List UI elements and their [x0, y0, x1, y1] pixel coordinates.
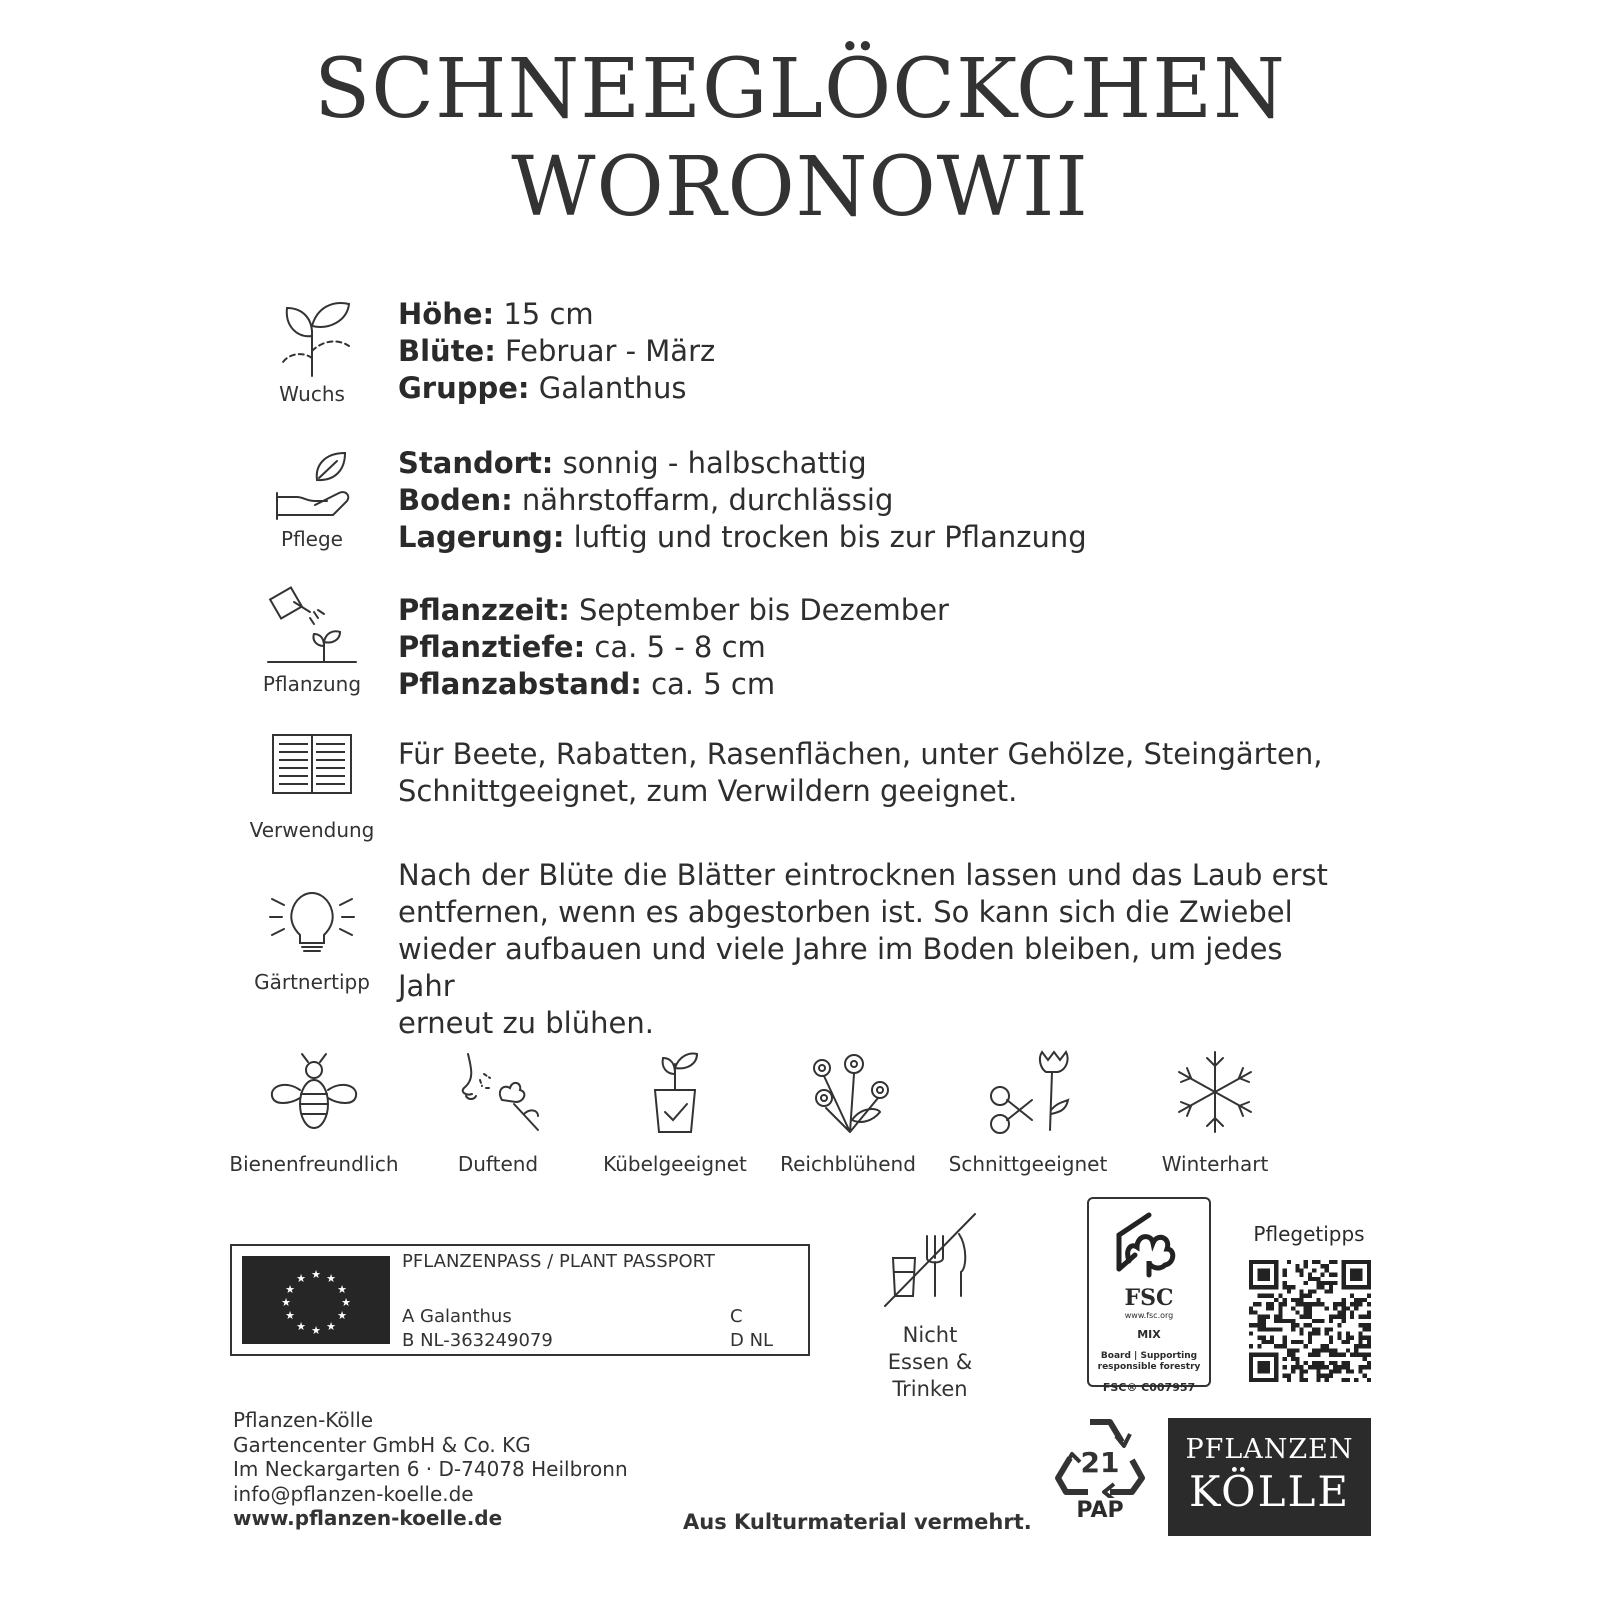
property-bienenfreundlich: [224, 1050, 404, 1176]
label-duftend: Duftend: [457, 1152, 539, 1176]
label-schnittgeeignet: Schnittgeeignet: [948, 1152, 1108, 1176]
watering-can-icon: [252, 584, 372, 679]
address-email[interactable]: info@pflanzen-koelle.de: [233, 1481, 474, 1506]
text-pflege: Standort: sonnig - halbschattig Boden: nährstoffarm, durchlässig Lagerung: luftig und trocken bis zur Pflanzung: [398, 446, 1087, 554]
caption-pflege: Pflege: [281, 527, 343, 551]
hand-leaf-icon: [252, 445, 372, 540]
svg-text:★: ★: [285, 1283, 295, 1296]
label-kuebelgeeignet: Kübelgeeignet: [603, 1152, 747, 1176]
passport-b: B NL-363249079: [402, 1330, 553, 1351]
fsc-board-2: responsible forestry: [1097, 1362, 1201, 1372]
warning-line-2: Essen & Trinken: [887, 1350, 973, 1401]
snowflake-icon: [1167, 1050, 1263, 1134]
text-verwendung: Für Beete, Rabatten, Rasenflächen, unter Gehölze, Steingärten, Schnittgeeignet, zum Verwildern geeignet.: [398, 737, 1323, 808]
passport-header: PFLANZENPASS / PLANT PASSPORT: [402, 1251, 715, 1272]
title-line-2: WORONOWII: [511, 140, 1089, 235]
eu-flag-icon: [242, 1256, 390, 1344]
potted-plant-icon: [627, 1050, 723, 1134]
title-line-1: SCHNEEGLÖCKCHEN: [314, 42, 1286, 137]
caption-wuchs: Wuchs: [279, 382, 345, 406]
passport-d: D NL: [730, 1330, 774, 1351]
svg-text:★: ★: [337, 1283, 347, 1296]
text-wuchs: Höhe: 15 cm Blüte: Februar - März Gruppe: Galanthus: [398, 297, 716, 405]
nose-flower-icon: [450, 1050, 546, 1134]
lightbulb-icon: [252, 887, 372, 982]
kultur-note: Aus Kulturmaterial vermehrt.: [683, 1510, 1032, 1534]
no-eating-icon: [875, 1210, 985, 1310]
svg-text:★: ★: [326, 1272, 336, 1285]
recycling-code: PAP: [1076, 1498, 1124, 1523]
svg-text:★: ★: [337, 1309, 347, 1322]
property-winterhart: [1125, 1050, 1305, 1176]
caption-gaertnertipp: Gärtnertipp: [254, 970, 370, 994]
caption-verwendung: Verwendung: [249, 818, 375, 842]
address-line-1: Pflanzen-Kölle: [233, 1408, 374, 1432]
svg-text:★: ★: [326, 1320, 336, 1333]
property-kuebelgeeignet: [585, 1050, 765, 1176]
warning-line-1: Nicht: [902, 1323, 958, 1347]
address-block: [233, 1408, 628, 1531]
caption-pflanzung: Pflanzung: [262, 672, 362, 696]
fsc-board-1: Board | Supporting: [1100, 1351, 1198, 1361]
recycling-mark: [1045, 1412, 1155, 1523]
address-line-2: Gartencenter GmbH & Co. KG: [233, 1432, 531, 1457]
svg-text:★: ★: [311, 1268, 321, 1281]
warning-not-edible: [855, 1210, 1005, 1403]
recycling-number: 21: [1080, 1446, 1120, 1479]
svg-text:★: ★: [311, 1324, 321, 1337]
recycling-triangle-icon: [1050, 1412, 1150, 1498]
section-pflege: [230, 445, 1380, 575]
property-schnittgeeignet: [938, 1050, 1118, 1176]
book-icon: [252, 732, 372, 827]
svg-text:★: ★: [341, 1296, 351, 1309]
fsc-badge: [1087, 1197, 1211, 1394]
address-website[interactable]: www.pflanzen-koelle.de: [233, 1506, 503, 1530]
fsc-url: www.fsc.org: [1124, 1311, 1174, 1320]
flowers-icon: [800, 1050, 896, 1134]
fsc-tree-icon: [1109, 1209, 1189, 1279]
fsc-mix: MIX: [1137, 1328, 1161, 1341]
qr-code-icon[interactable]: [1249, 1260, 1371, 1386]
logo-line-2: KÖLLE: [1188, 1467, 1351, 1516]
section-pflanzung: [230, 592, 1380, 722]
property-reichbluehend: [758, 1050, 938, 1176]
logo-line-1: PFLANZEN: [1185, 1434, 1354, 1465]
sprout-icon: [252, 296, 372, 391]
svg-text:★: ★: [296, 1320, 306, 1333]
svg-text:★: ★: [281, 1296, 291, 1309]
bee-icon: [266, 1050, 362, 1134]
section-wuchs: [230, 296, 1380, 426]
label-reichbluehend: Reichblühend: [780, 1152, 916, 1176]
section-verwendung: [230, 736, 1380, 866]
property-duftend: [408, 1050, 588, 1176]
label-winterhart: Winterhart: [1161, 1152, 1269, 1176]
svg-text:★: ★: [296, 1272, 306, 1285]
text-pflanzung: Pflanzzeit: September bis Dezember Pflanztiefe: ca. 5 - 8 cm Pflanzabstand: ca. 5 cm: [398, 593, 949, 701]
passport-c: C: [730, 1306, 743, 1327]
pflanzen-koelle-logo: [1168, 1418, 1371, 1536]
section-gaertnertipp: [230, 857, 1380, 1040]
fsc-name: FSC: [1124, 1285, 1174, 1311]
scissors-tulip-icon: [980, 1050, 1076, 1134]
fsc-code: FSC® C007957: [1102, 1381, 1196, 1394]
text-gaertnertipp: Nach der Blüte die Blätter eintrocknen lassen und das Laub erst entfernen, wenn es abgestorben ist. So kann sich die Zwiebel wieder aufbauen und viele Jahre im Boden bleiben, um jedes Jahr erneut zu blühen.: [398, 858, 1328, 1040]
qr-label: Pflegetipps: [1253, 1222, 1365, 1246]
plant-passport: [230, 1244, 810, 1356]
passport-a: A Galanthus: [402, 1306, 512, 1327]
svg-text:★: ★: [285, 1309, 295, 1322]
address-line-3: Im Neckargarten 6 · D-74078 Heilbronn: [233, 1457, 628, 1481]
label-bienenfreundlich: Bienenfreundlich: [229, 1152, 399, 1176]
